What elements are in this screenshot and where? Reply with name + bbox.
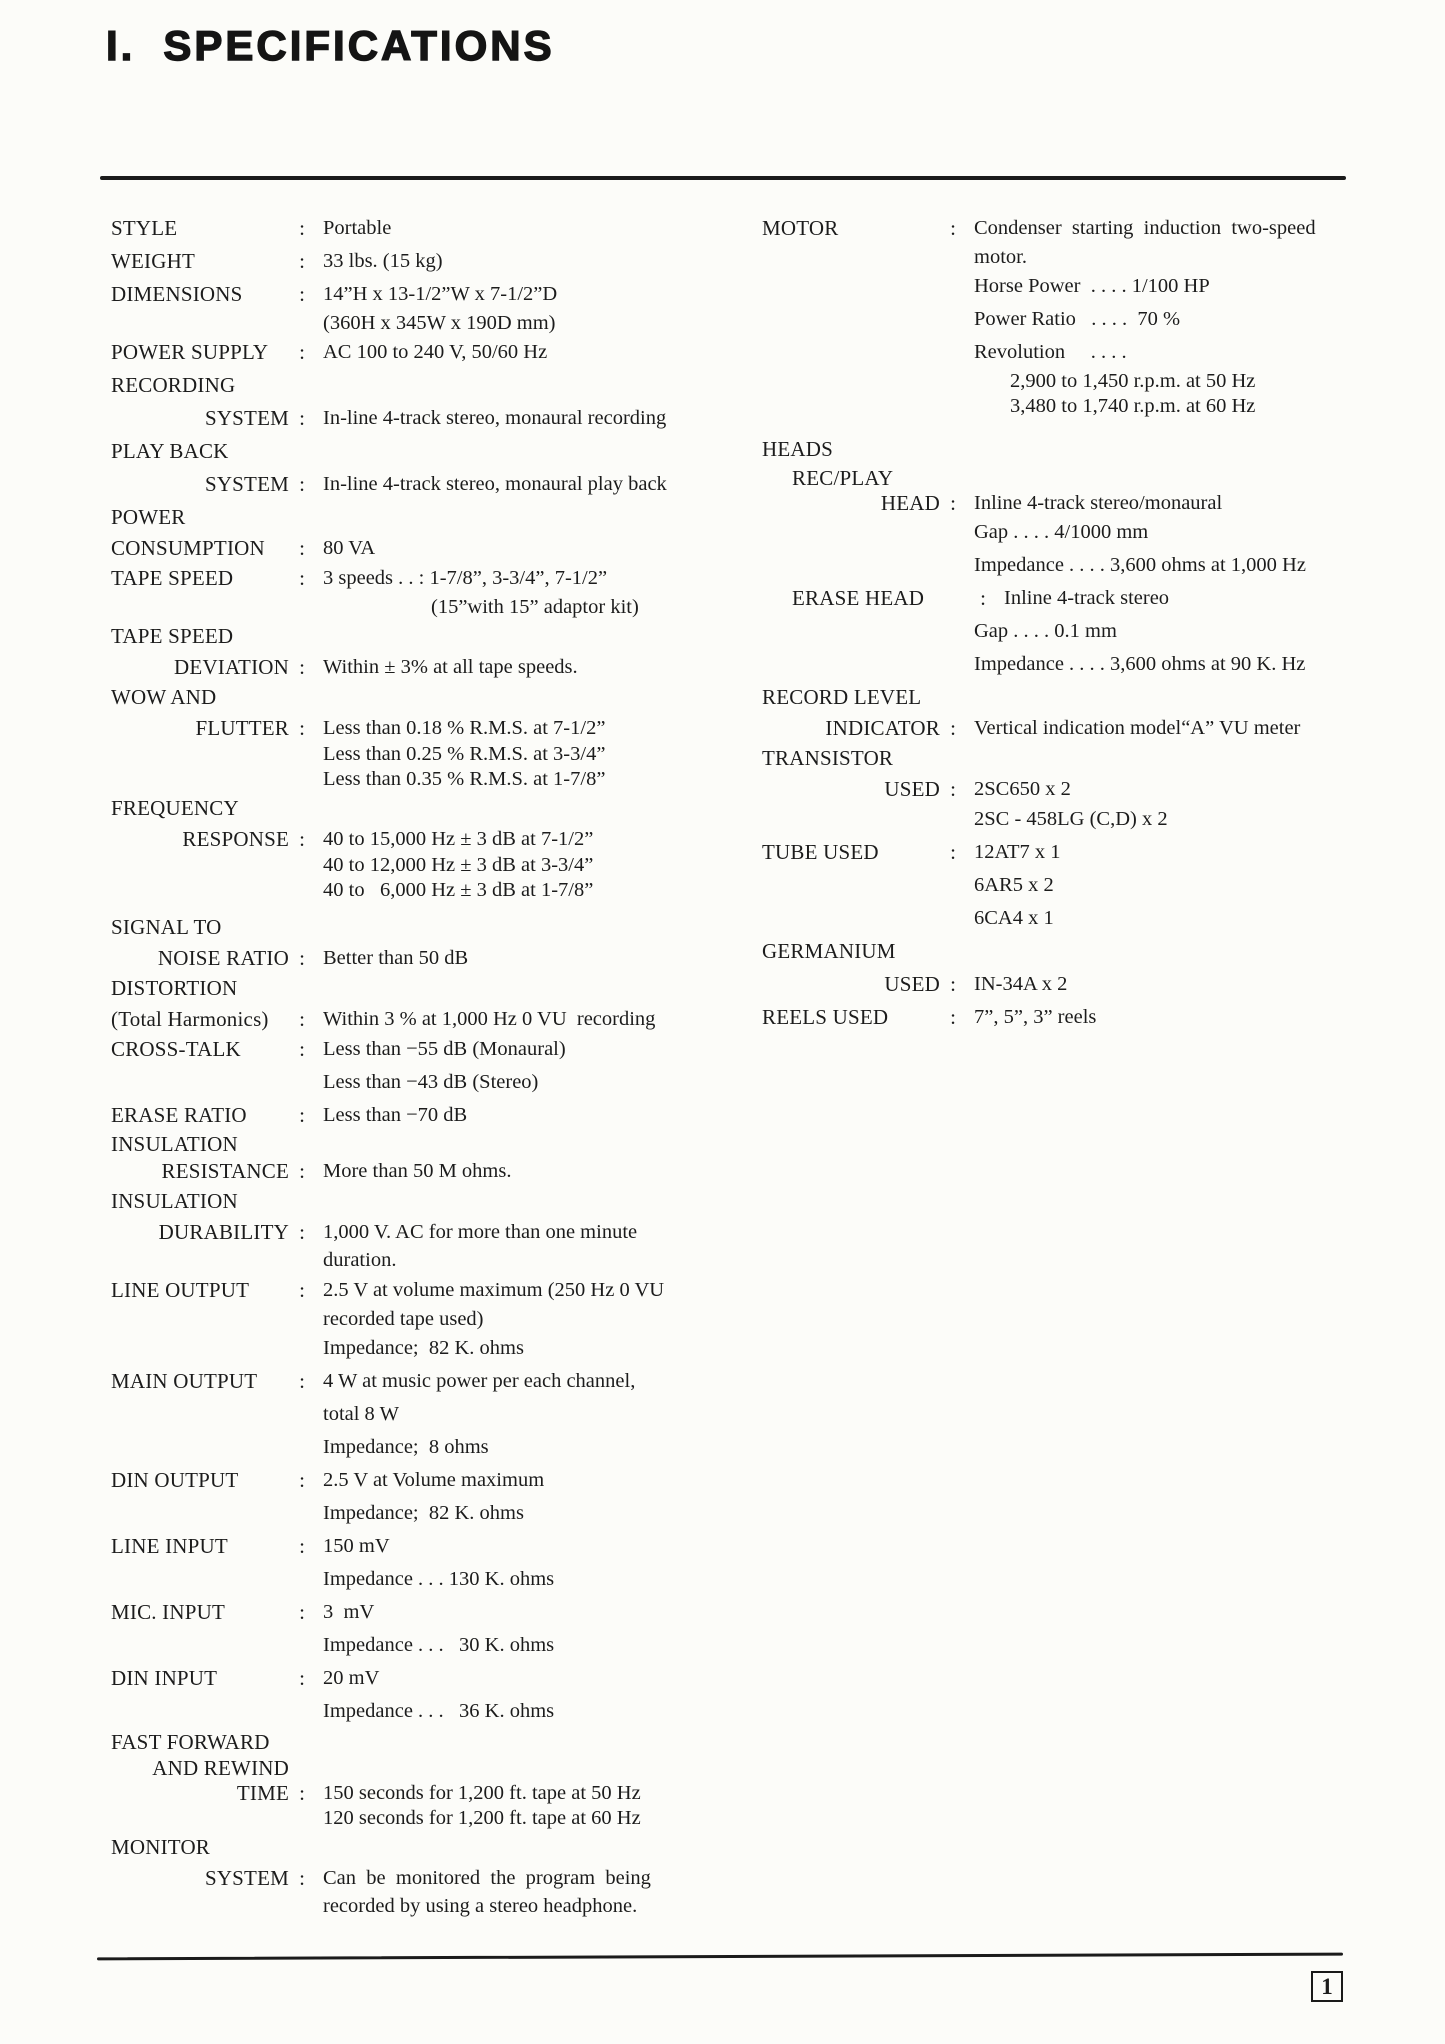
spec-value: Inline 4-track stereo	[1004, 587, 1170, 609]
spec-label: FREQUENCY	[111, 796, 239, 820]
spec-colon: :	[299, 654, 305, 679]
spec-label: ERASE RATIO	[111, 1103, 247, 1127]
spec-row	[111, 595, 751, 620]
spec-label: LINE INPUT	[111, 1534, 228, 1558]
spec-label: MONITOR	[111, 1835, 211, 1859]
spec-value: Within 3 % at 1,000 Hz 0 VU recording	[323, 1007, 656, 1030]
spec-value: Less than −70 dB	[323, 1104, 468, 1126]
spec-value: duration.	[323, 1248, 397, 1271]
spec-label: MOTOR	[762, 216, 839, 240]
spec-row	[762, 270, 1402, 303]
spec-colon: :	[299, 1369, 305, 1393]
spec-row	[111, 1365, 751, 1398]
spec-value: 3,480 to 1,740 r.p.m. at 60 Hz	[1010, 395, 1256, 417]
page-title	[106, 22, 555, 70]
spec-row	[111, 435, 751, 468]
spec-row	[762, 615, 1402, 648]
spec-value: In-line 4-track stereo, monaural play back	[323, 473, 667, 495]
spec-value: Less than −55 dB (Monaural)	[323, 1038, 566, 1060]
spec-value: Gap . . . . 4/1000 mm	[974, 521, 1149, 543]
spec-colon: :	[299, 1468, 305, 1492]
spec-value: (15”with 15” adaptor kit)	[431, 596, 639, 618]
spec-label: RECORDING	[111, 373, 236, 397]
spec-label: REC/PLAY	[792, 466, 894, 490]
spec-value: Impedance; 82 K. ohms	[323, 1502, 524, 1524]
spec-row	[111, 1662, 751, 1695]
spec-row	[111, 1307, 751, 1332]
spec-row	[111, 1530, 751, 1563]
spec-row	[111, 1246, 751, 1274]
spec-value: 6CA4 x 1	[974, 907, 1054, 929]
spec-colon: :	[299, 945, 305, 970]
section-title: SPECIFICATIONS	[163, 22, 555, 69]
spec-colon: :	[980, 586, 986, 610]
spec-value: Less than 0.25 % R.M.S. at 3-3/4”	[323, 743, 606, 765]
spec-value: Impedance . . . . 3,600 ohms at 90 K. Hz	[974, 653, 1306, 675]
spec-row	[762, 714, 1402, 742]
spec-row	[111, 1157, 751, 1185]
spec-row	[111, 1066, 751, 1099]
spec-row	[111, 1781, 751, 1806]
spec-colon: :	[299, 1158, 305, 1183]
spec-label: INSULATION	[111, 1132, 238, 1156]
spec-value: Within ± 3% at all tape speeds.	[323, 655, 578, 678]
spec-label: SYSTEM	[204, 472, 289, 496]
spec-label: DURABILITY	[158, 1219, 289, 1244]
spec-row	[111, 620, 751, 653]
spec-row	[762, 1001, 1402, 1034]
spec-label: FLUTTER	[195, 715, 289, 740]
spec-row	[111, 501, 751, 534]
spec-row	[111, 1099, 751, 1132]
spec-value: 40 to 6,000 Hz ± 3 dB at 1-7/8”	[323, 879, 594, 901]
spec-label: TAPE SPEED	[111, 624, 234, 648]
spec-row	[111, 825, 751, 853]
spec-row	[111, 911, 751, 944]
spec-value: Gap . . . . 0.1 mm	[974, 620, 1117, 642]
spec-value: Impedance . . . . 3,600 ohms at 1,000 Hz	[974, 554, 1306, 576]
spec-label: DEVIATION	[174, 654, 289, 679]
spec-value: 3 mV	[323, 1601, 375, 1623]
spec-label: DIN OUTPUT	[111, 1468, 239, 1492]
spec-label: USED	[884, 972, 940, 996]
spec-label: HEAD	[880, 491, 940, 515]
spec-colon: :	[299, 535, 305, 560]
spec-label: TRANSISTOR	[762, 746, 894, 770]
spec-colon: :	[299, 1219, 305, 1244]
spec-colon: :	[950, 840, 956, 864]
spec-value: 2.5 V at volume maximum (250 Hz 0 VU	[323, 1279, 665, 1301]
spec-value: In-line 4-track stereo, monaural recording	[323, 407, 667, 429]
spec-row	[762, 836, 1402, 869]
spec-row	[111, 245, 751, 278]
spec-value: motor.	[974, 246, 1027, 268]
spec-value: 1,000 V. AC for more than one minute	[323, 1220, 638, 1243]
spec-colon: :	[950, 216, 956, 240]
spec-colon: :	[299, 1865, 305, 1890]
spec-label: CROSS-TALK	[111, 1037, 241, 1061]
spec-value: More than 50 M ohms.	[323, 1159, 512, 1182]
spec-label: HEADS	[762, 437, 834, 461]
spec-label: TUBE USED	[762, 840, 879, 864]
spec-value: Condenser starting induction two-speed	[974, 217, 1316, 239]
spec-label: INSULATION	[111, 1189, 238, 1213]
spec-value: Less than 0.18 % R.M.S. at 7-1/2”	[323, 716, 606, 739]
spec-row	[111, 1431, 751, 1464]
spec-label: NOISE RATIO	[157, 945, 289, 970]
spec-colon: :	[299, 340, 305, 364]
spec-colon: :	[299, 249, 305, 273]
spec-row	[111, 1497, 751, 1530]
spec-label: CONSUMPTION	[111, 535, 265, 560]
spec-label: AND REWIND	[152, 1756, 289, 1780]
spec-value: 12AT7 x 1	[974, 841, 1061, 863]
spec-row	[111, 1756, 751, 1781]
spec-row	[111, 1864, 751, 1892]
spec-value: Inline 4-track stereo/monaural	[974, 492, 1223, 514]
spec-value: 150 mV	[323, 1535, 390, 1557]
spec-value: 150 seconds for 1,200 ft. tape at 50 Hz	[323, 1782, 641, 1804]
spec-colon: :	[299, 472, 305, 496]
spec-label: RESPONSE	[182, 826, 289, 851]
spec-row	[111, 1274, 751, 1307]
spec-colon: :	[950, 972, 956, 996]
spec-row	[762, 516, 1402, 549]
spec-row	[111, 534, 751, 562]
spec-row	[111, 562, 751, 595]
spec-colon: :	[299, 715, 305, 740]
spec-row	[111, 402, 751, 435]
spec-label: GERMANIUM	[762, 939, 896, 963]
spec-label: STYLE	[111, 216, 178, 240]
spec-colon: :	[299, 1781, 305, 1805]
spec-row	[111, 1132, 751, 1157]
spec-row	[762, 902, 1402, 935]
spec-label: REELS USED	[762, 1005, 889, 1029]
spec-row	[762, 433, 1402, 466]
spec-column-right	[762, 212, 1402, 1034]
spec-row	[111, 336, 751, 369]
spec-row	[111, 1728, 751, 1756]
spec-colon: :	[299, 1278, 305, 1302]
spec-row	[762, 648, 1402, 681]
spec-value: Horse Power . . . . 1/100 HP	[974, 275, 1210, 297]
spec-label: RESISTANCE	[161, 1158, 289, 1183]
spec-colon: :	[299, 1534, 305, 1558]
spec-row	[762, 369, 1402, 394]
spec-row	[762, 775, 1402, 803]
spec-row	[762, 303, 1402, 336]
spec-value: Impedance; 82 K. ohms	[323, 1337, 524, 1359]
spec-value: 2SC - 458LG (C,D) x 2	[974, 808, 1168, 830]
spec-colon: :	[299, 566, 305, 590]
page-number-box	[1311, 1971, 1343, 2002]
spec-label: DISTORTION	[111, 976, 238, 1000]
spec-row	[111, 1185, 751, 1218]
spec-label: DIMENSIONS	[111, 282, 243, 306]
spec-row	[111, 742, 751, 767]
spec-row	[111, 1892, 751, 1920]
spec-row	[111, 1005, 751, 1033]
spec-row	[111, 714, 751, 742]
spec-value: 7”, 5”, 3” reels	[974, 1006, 1097, 1028]
spec-row	[762, 491, 1402, 516]
spec-row	[762, 582, 1402, 615]
spec-row	[111, 1033, 751, 1066]
spec-colon: :	[299, 406, 305, 430]
spec-value: 120 seconds for 1,200 ft. tape at 60 Hz	[323, 1807, 641, 1829]
spec-colon: :	[950, 1005, 956, 1029]
spec-label: WEIGHT	[111, 249, 196, 273]
spec-label: TIME	[236, 1781, 289, 1805]
spec-row	[111, 1332, 751, 1365]
spec-row	[111, 369, 751, 402]
section-number: I.	[106, 22, 136, 69]
spec-value: Impedance; 8 ohms	[323, 1436, 489, 1458]
spec-label: SYSTEM	[204, 406, 289, 430]
spec-label: (Total Harmonics)	[111, 1006, 269, 1031]
spec-value: total 8 W	[323, 1403, 399, 1425]
spec-row	[111, 1806, 751, 1831]
spec-row	[111, 1398, 751, 1431]
spec-row	[111, 972, 751, 1005]
spec-value: 3 speeds . . : 1-7/8”, 3-3/4”, 7-1/2”	[323, 567, 608, 589]
spec-value: 2SC650 x 2	[974, 777, 1071, 800]
spec-row	[762, 803, 1402, 836]
spec-value: 6AR5 x 2	[974, 874, 1054, 896]
spec-value: 14”H x 13-1/2”W x 7-1/2”D	[323, 283, 558, 305]
spec-label: FAST FORWARD	[111, 1729, 270, 1754]
spec-row	[111, 792, 751, 825]
spec-value: Less than −43 dB (Stereo)	[323, 1071, 539, 1093]
spec-value: Portable	[323, 217, 392, 239]
spec-row	[111, 853, 751, 878]
spec-row	[762, 935, 1402, 968]
spec-value: recorded by using a stereo headphone.	[323, 1894, 638, 1917]
spec-row	[111, 1831, 751, 1864]
spec-label: WOW AND	[111, 685, 217, 709]
spec-label: PLAY BACK	[111, 439, 229, 463]
spec-value: Impedance . . . 130 K. ohms	[323, 1568, 555, 1590]
spec-row	[111, 278, 751, 311]
spec-row	[111, 1596, 751, 1629]
spec-label: MAIN OUTPUT	[111, 1369, 258, 1393]
spec-colon: :	[299, 1600, 305, 1624]
spec-row	[762, 869, 1402, 902]
spec-row	[111, 681, 751, 714]
spec-value: Vertical indication model“A” VU meter	[974, 716, 1301, 739]
spec-value: Can be monitored the program being	[323, 1866, 651, 1889]
spec-row	[111, 1629, 751, 1662]
spec-colon: :	[299, 216, 305, 240]
spec-label: RECORD LEVEL	[762, 685, 922, 709]
spec-row	[762, 394, 1402, 419]
spec-colon: :	[299, 1666, 305, 1690]
spec-label: ERASE HEAD	[792, 586, 925, 610]
top-rule	[100, 176, 1346, 180]
spec-label: LINE OUTPUT	[111, 1278, 250, 1302]
spec-row	[111, 1563, 751, 1596]
spec-label: INDICATOR	[825, 715, 940, 740]
spec-row	[762, 245, 1402, 270]
spec-colon: :	[299, 826, 305, 851]
spec-value: recorded tape used)	[323, 1308, 484, 1330]
spec-value: AC 100 to 240 V, 50/60 Hz	[323, 341, 548, 363]
spec-row	[111, 468, 751, 501]
spec-row	[111, 311, 751, 336]
spec-row	[111, 1464, 751, 1497]
spec-value: 2.5 V at Volume maximum	[323, 1469, 545, 1491]
spec-value: Impedance . . . 36 K. ohms	[323, 1700, 555, 1722]
spec-colon: :	[299, 1103, 305, 1127]
spec-value: 20 mV	[323, 1667, 380, 1689]
spec-row	[762, 742, 1402, 775]
spec-label: DIN INPUT	[111, 1666, 218, 1690]
spec-row	[111, 1695, 751, 1728]
spec-value: IN-34A x 2	[974, 973, 1068, 995]
spec-row	[762, 681, 1402, 714]
spec-value: 40 to 12,000 Hz ± 3 dB at 3-3/4”	[323, 854, 594, 876]
spec-row	[111, 767, 751, 792]
spec-label: USED	[884, 776, 940, 801]
spec-value: 2,900 to 1,450 r.p.m. at 50 Hz	[1010, 370, 1256, 392]
spec-row	[111, 1218, 751, 1246]
spec-colon: :	[950, 715, 956, 740]
spec-value: Revolution . . . .	[974, 341, 1127, 363]
spec-row	[111, 212, 751, 245]
spec-colon: :	[299, 1006, 305, 1031]
spec-value: Impedance . . . 30 K. ohms	[323, 1634, 555, 1656]
spec-label: POWER	[111, 505, 186, 529]
spec-colon: :	[299, 282, 305, 306]
spec-value: Less than 0.35 % R.M.S. at 1-7/8”	[323, 768, 606, 790]
spec-value: Power Ratio . . . . 70 %	[974, 308, 1181, 330]
spec-row	[762, 466, 1402, 491]
spec-column-left	[111, 212, 751, 1920]
spec-value: 33 lbs. (15 kg)	[323, 250, 443, 272]
spec-label: POWER SUPPLY	[111, 340, 269, 364]
spec-colon: :	[950, 776, 956, 801]
spec-value: 80 VA	[323, 536, 376, 559]
spec-row	[762, 212, 1402, 245]
spec-value: (360H x 345W x 190D mm)	[323, 312, 556, 334]
spec-label: SYSTEM	[204, 1865, 289, 1890]
spec-row	[762, 549, 1402, 582]
spec-row	[111, 653, 751, 681]
spec-row	[762, 968, 1402, 1001]
spec-row	[111, 944, 751, 972]
spec-colon: :	[950, 491, 956, 515]
spec-row	[111, 878, 751, 903]
spec-colon: :	[299, 1037, 305, 1061]
bottom-rule	[97, 1953, 1343, 1960]
spec-label: TAPE SPEED	[111, 566, 234, 590]
spec-value: Better than 50 dB	[323, 946, 469, 969]
spec-value: 40 to 15,000 Hz ± 3 dB at 7-1/2”	[323, 827, 594, 850]
spec-value: 4 W at music power per each channel,	[323, 1370, 636, 1392]
page-number: 1	[1321, 1973, 1333, 1999]
spec-row	[762, 336, 1402, 369]
spec-label: SIGNAL TO	[111, 915, 222, 939]
spec-label: MIC. INPUT	[111, 1600, 226, 1624]
